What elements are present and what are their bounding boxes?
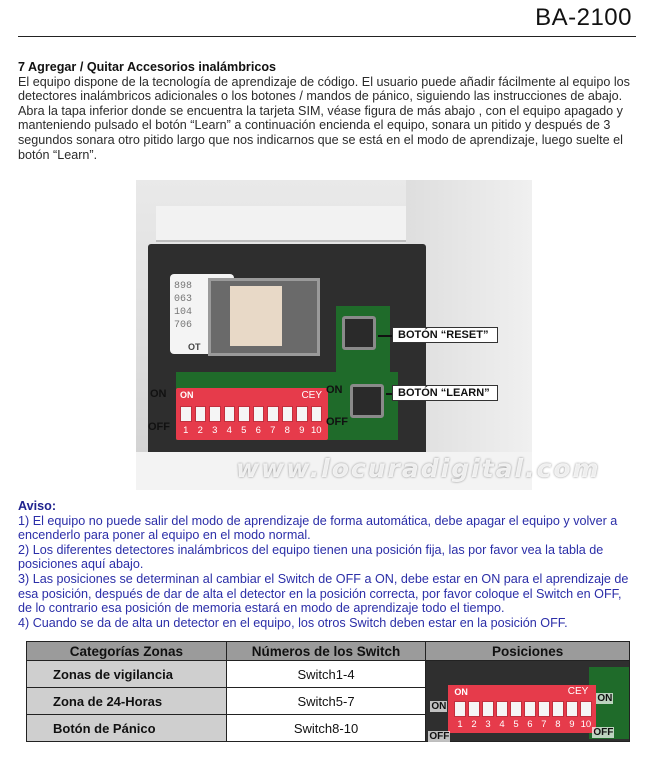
dip-slot [253,406,265,422]
intro-paragraph: El equipo dispone de la tecnología de aprendizaje de código. El usuario puede añadir fácilmente al equipo los detectores inalámbricos adicionales o los botones / mandos de pánico, siguiendo las instrucciones de abajo. [18,74,630,104]
device-photo: 898 063 104 706 OT ON CEY 1 2 3 4 5 6 7 8 9 10 www.locuradigital.com [136,180,532,490]
dip-numbers: 1 2 3 4 5 6 7 8 9 10 [183,425,322,436]
zone-switch: Switch1-4 [226,661,426,688]
dip-slot [311,406,323,422]
zone-switch: Switch5-7 [226,688,426,715]
dip-slot [209,406,221,422]
header-positions: Posiciones [426,642,630,661]
learn-button-photo [350,384,384,418]
mini-on-label-right: ON [597,693,613,704]
zone-category: Zona de 24-Horas [27,688,227,715]
off-label-left: OFF [148,421,170,433]
dip-slot [552,701,563,717]
zone-switch: Switch8-10 [226,715,426,742]
dip-slot [482,701,493,717]
dip-slot [468,701,479,717]
instructions-paragraph: Abra la tapa inferior donde se encuentra la tarjeta SIM, véase figura de más abajo , con el equipo apagado y manteniendo pulsado el botón “Learn” a continuación encienda el equipo, sonara un pitido y después de 3 segundos sonara otro pitido largo que nos indicarnos que se está en el modo de aprendizaje, luego suelte el botón “Learn”. [18,103,623,162]
notice-title: Aviso: [18,499,57,513]
dip-slot [296,406,308,422]
dip-slot [267,406,279,422]
dip-slot [195,406,207,422]
watermark: www.locuradigital.com [236,454,601,483]
notice-item: 3) Las posiciones se determinan al cambiar el Switch de OFF a ON, debe estar en ON para el aprendizaje de esa posición, después de dar de alta el detector en la posición correcta, por favor coloque el Switch en OFF, de lo contrario esa posición de memoria estará en modo de aprendizaje todo el tiempo. [18,571,629,616]
notice-item: 2) Los diferentes detectores inalámbricos del equipo tienen una posición fija, las por favor vea la tabla de posiciones aquí abajo. [18,542,604,572]
on-label-right: ON [326,384,343,396]
mini-on-label: ON [431,701,447,712]
zone-category: Zonas de vigilancia [27,661,227,688]
notice-section [18,499,638,630]
notice-item: 4) Cuando se da de alta un detector en el equipo, los otros Switch deben estar en la posición OFF. [18,615,568,630]
zone-category: Botón de Pánico [27,715,227,742]
dip-slot [496,701,507,717]
reset-callout: BOTÓN “RESET” [392,327,498,343]
positions-photo-cell [426,661,630,742]
positions-photo [426,661,629,741]
sim-card [230,286,282,346]
section-learn-accessories [18,60,630,162]
mini-off-label-right: OFF [593,727,614,738]
dip-slot [580,701,591,717]
table-row [27,661,630,688]
dip-switch: ON CEY 1 2 3 4 5 6 7 8 9 10 [176,388,328,440]
reset-button-photo [342,316,376,350]
sim-card-digits: 898 063 104 706 [174,281,193,331]
header-rule [18,36,636,37]
dip-slot [524,701,535,717]
dip-slot [224,406,236,422]
dip-slot [238,406,250,422]
section-title: 7 Agregar / Quitar Accesorios inalámbricos [18,60,277,74]
dip-slot [454,701,465,717]
dip-slot [510,701,521,717]
on-label-left: ON [150,388,167,400]
model-number: BA-2100 [535,4,632,31]
dip-slot [538,701,549,717]
mini-off-label: OFF [429,731,450,742]
header-categories: Categorías Zonas [27,642,227,661]
dip-slot [180,406,192,422]
reset-leader-line [378,335,392,337]
zones-table [26,641,630,742]
dip-switch-mini: ON CEY 1 2 3 4 5 6 7 8 9 10 [448,685,596,733]
off-label-right: OFF [326,416,348,428]
table-header-row [27,642,630,661]
dip-slot [282,406,294,422]
learn-callout: BOTÓN “LEARN” [392,385,498,401]
header-switch-numbers: Números de los Switch [226,642,426,661]
notice-item: 1) El equipo no puede salir del modo de aprendizaje de forma automática, debe apagar el equipo y volver a encenderlo para poner al equipo en el modo normal. [18,513,618,543]
dip-slot [566,701,577,717]
